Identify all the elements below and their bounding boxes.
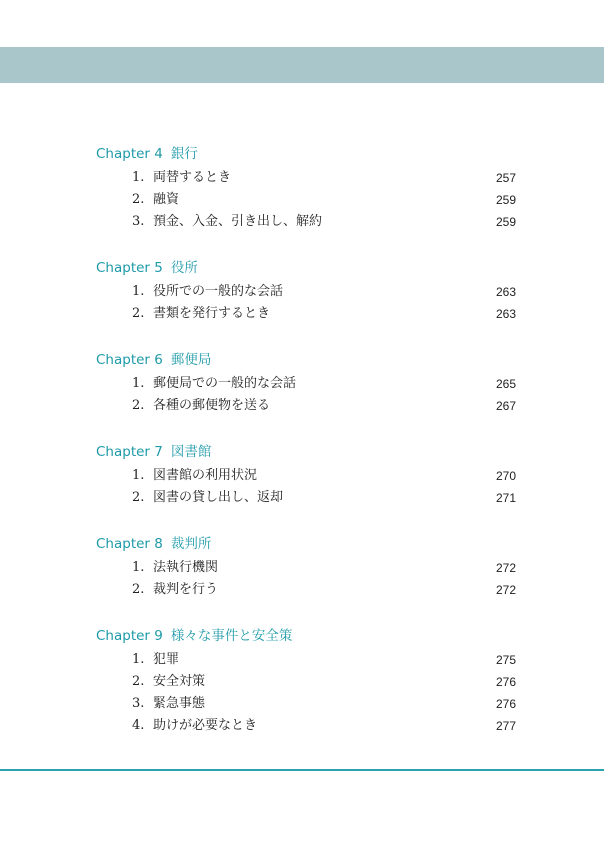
toc-entry <box>0 189 604 211</box>
chapter-name: 裁判所 <box>170 536 212 552</box>
entry-title: 書類を発行するとき <box>153 306 271 321</box>
entry-number: 2. <box>132 674 145 689</box>
entry-page-number: 263 <box>495 285 516 299</box>
entry-title: 預金、入金、引き出し、解約 <box>153 214 323 229</box>
chapter-section <box>0 531 604 601</box>
entry-title: 裁判を行う <box>153 582 219 597</box>
entry-title: 郵便局での一般的な会話 <box>153 376 297 391</box>
entry-number: 1. <box>132 284 145 299</box>
toc-entry <box>0 715 604 737</box>
chapter-label: Chapter 9 <box>96 628 163 644</box>
toc-entry <box>0 373 604 395</box>
entry-page-number: 272 <box>495 583 516 597</box>
toc-entry <box>0 303 604 325</box>
entry-page-number: 267 <box>495 399 516 413</box>
toc-entry <box>0 557 604 579</box>
entry-number: 3. <box>132 214 145 229</box>
toc-entry <box>0 649 604 671</box>
entry-number: 2. <box>132 582 145 597</box>
entry-page-number: 265 <box>495 377 516 391</box>
entry-number: 1. <box>132 652 145 667</box>
entry-number: 2. <box>132 398 145 413</box>
entry-number: 1. <box>132 560 145 575</box>
entry-page-number: 271 <box>495 491 516 505</box>
toc-entry <box>0 579 604 601</box>
entry-page-number: 263 <box>495 307 516 321</box>
entry-page-number: 276 <box>495 697 516 711</box>
chapter-heading <box>0 531 604 557</box>
entry-title: 助けが必要なとき <box>153 718 258 733</box>
toc-entry <box>0 167 604 189</box>
chapter-section <box>0 255 604 325</box>
entry-page-number: 259 <box>495 215 516 229</box>
footer-rule <box>0 769 604 771</box>
chapter-section <box>0 623 604 737</box>
entry-title: 法執行機関 <box>153 560 219 575</box>
chapter-label: Chapter 6 <box>96 352 163 368</box>
chapter-heading <box>0 439 604 465</box>
entry-title: 緊急事態 <box>153 696 206 711</box>
entry-page-number: 257 <box>495 171 516 185</box>
toc-entry <box>0 281 604 303</box>
entry-number: 2. <box>132 306 145 321</box>
toc-entry <box>0 671 604 693</box>
chapter-name: 役所 <box>170 260 198 276</box>
entry-number: 1. <box>132 468 145 483</box>
chapter-name: 様々な事件と安全策 <box>170 628 293 644</box>
chapter-name: 銀行 <box>170 146 198 162</box>
entry-number: 2. <box>132 192 145 207</box>
chapter-section <box>0 347 604 417</box>
chapter-section <box>0 141 604 233</box>
entry-page-number: 270 <box>495 469 516 483</box>
entry-number: 2. <box>132 490 145 505</box>
chapter-heading <box>0 141 604 167</box>
entry-title: 役所での一般的な会話 <box>153 284 284 299</box>
entry-number: 1. <box>132 376 145 391</box>
chapter-section <box>0 439 604 509</box>
entry-number: 3. <box>132 696 145 711</box>
entry-title: 犯罪 <box>153 652 180 667</box>
chapter-name: 図書館 <box>170 444 212 460</box>
chapter-name: 郵便局 <box>170 352 212 368</box>
entry-title: 図書館の利用状況 <box>153 468 258 483</box>
entry-title: 融資 <box>153 192 180 207</box>
chapter-label: Chapter 5 <box>96 260 163 276</box>
chapter-label: Chapter 7 <box>96 444 163 460</box>
chapter-heading <box>0 255 604 281</box>
table-of-contents <box>0 141 604 759</box>
entry-page-number: 277 <box>495 719 516 733</box>
entry-title: 各種の郵便物を送る <box>153 398 271 413</box>
chapter-label: Chapter 4 <box>96 146 163 162</box>
chapter-heading <box>0 623 604 649</box>
chapter-heading <box>0 347 604 373</box>
chapter-label: Chapter 8 <box>96 536 163 552</box>
entry-page-number: 259 <box>495 193 516 207</box>
entry-number: 1. <box>132 170 145 185</box>
toc-entry <box>0 395 604 417</box>
entry-page-number: 272 <box>495 561 516 575</box>
toc-entry <box>0 465 604 487</box>
header-band <box>0 47 604 83</box>
entry-number: 4. <box>132 718 145 733</box>
entry-title: 両替するとき <box>153 170 232 185</box>
entry-page-number: 276 <box>495 675 516 689</box>
toc-entry <box>0 487 604 509</box>
toc-entry <box>0 211 604 233</box>
entry-page-number: 275 <box>495 653 516 667</box>
toc-entry <box>0 693 604 715</box>
entry-title: 図書の貸し出し、返却 <box>153 490 284 505</box>
entry-title: 安全対策 <box>153 674 206 689</box>
